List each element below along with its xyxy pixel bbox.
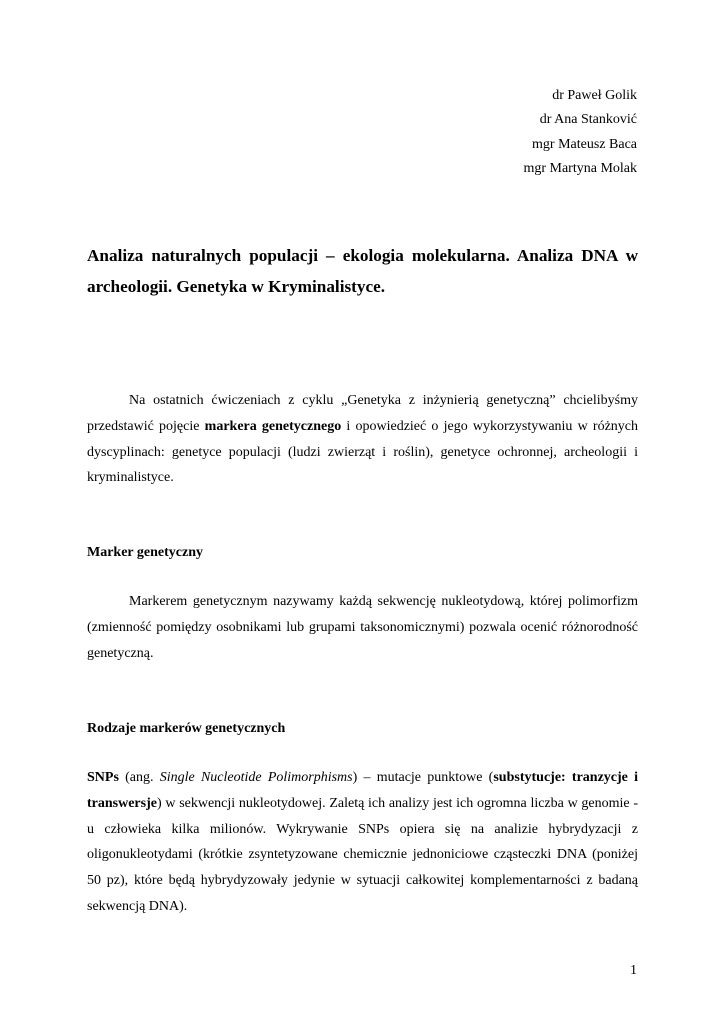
marker-text: Markerem genetycznym nazywamy każdą sekwencję nukleotydową, której polimorfizm (zmienność pomiędzy osobnikami lub grupami taksonomicznymi) pozwala ocenić różnorodność genetyczną.	[87, 594, 638, 661]
document-title: Analiza naturalnych populacji – ekologia molekularna. Analiza DNA w archeologii. Genetyka w Kryminalistyce.	[87, 246, 638, 296]
snp-term: SNPs	[87, 770, 119, 785]
snp-text-1: (ang.	[118, 770, 160, 785]
section-heading-marker-types: Rodzaje markerów genetycznych	[87, 721, 286, 736]
intro-text-2: i opowiedzieć o jego wykorzystywaniu w różnych dyscyplinach: genetyce populacji (ludzi zwierząt i roślin), genetyce ochronnej, archeologii i kryminalistyce.	[87, 418, 638, 486]
author-list	[523, 84, 637, 181]
intro-bold-term: markera genetycznego	[204, 418, 342, 434]
author-1: dr Paweł Golik	[552, 88, 637, 103]
snp-text-2: ) – mutacje punktowe (	[352, 770, 494, 785]
section-heading-marker: Marker genetyczny	[87, 545, 203, 560]
snp-substitution-term: substytucje: tranzycje i transwersje	[87, 770, 638, 811]
intro-paragraph	[87, 388, 638, 491]
snp-english-name: Single Nucleotide Polimorphisms	[159, 770, 353, 785]
author-3: mgr Mateusz Baca	[532, 136, 637, 152]
marker-paragraph	[87, 589, 638, 666]
snp-text-3: ) w sekwencji nukleotydowej. Zaletą ich analizy jest ich ogromna liczba w genomie - u człowieka kilka milionów. Wykrywanie SNPs opiera się na analizie hybrydyzacji z oligonukleotydami (krótkie zsyntetyzowane chemicznie jednoniciowe cząsteczki DNA (poniżej 50 pz), które będą hybrydyzowały jedynie w sytuacji całkowitej komplementarności z badaną sekwencją DNA).	[87, 795, 638, 914]
author-2: dr Ana Stanković	[539, 112, 637, 128]
author-4: mgr Martyna Molak	[523, 160, 637, 176]
snp-paragraph	[87, 765, 638, 920]
intro-text-1: Na ostatnich ćwiczeniach z cyklu „Genetyka z inżynierią genetyczną” chcielibyśmy przedstawić pojęcie	[87, 393, 638, 434]
page-number: 1	[630, 963, 637, 978]
